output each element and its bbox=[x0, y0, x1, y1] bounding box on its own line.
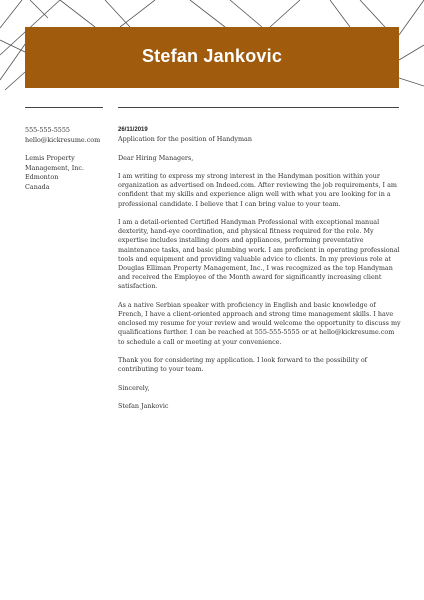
letter-date: 26/11/2019 bbox=[118, 127, 148, 133]
closing: Sincerely, bbox=[118, 383, 150, 392]
left-divider bbox=[25, 107, 103, 108]
name-banner bbox=[25, 27, 399, 88]
signature: Stefan Jankovic bbox=[118, 401, 169, 410]
letter-subject: Application for the position of Handyman bbox=[118, 135, 252, 144]
email-address: hello@kickresume.com bbox=[25, 135, 101, 144]
paragraph: Thank you for considering my application. I look forward to the possibility of contributing to your team. bbox=[118, 356, 368, 374]
recipient-line: Lemis Property bbox=[25, 154, 75, 162]
contact-column bbox=[25, 126, 115, 192]
salutation: Dear Hiring Managers, bbox=[118, 153, 194, 162]
candidate-name: Stefan Jankovic bbox=[141, 46, 283, 66]
recipient-line: Canada bbox=[25, 182, 50, 191]
right-divider bbox=[118, 107, 399, 108]
paragraph: As a native Serbian speaker with proficiency in English and basic knowledge of French, I have a client-oriented approach and strong time management skills. I have enclosed my resume for your review and would welcome the opportunity to discuss my qualifications further. I can be reached at 555-555-5555 or at hello@kickresume.com to schedule a call or meeting at your convenience. bbox=[118, 300, 401, 346]
paragraph: I am a detail-oriented Certified Handyman Professional with exceptional manual dexterity, hand-eye coordination, and physical fitness required for the role. My expertise includes installing doors and appliances, performing preventative maintenance tasks, and basic plumbing work. I am proficient in operating professional tools and equipment and providing valuable advice to clients. In my previous role at Douglas Elliman Property Management, Inc., I was recognized as the top Handyman and received the Employee of the Month award for significantly increasing client satisfaction. bbox=[118, 217, 400, 291]
paragraph: I am writing to express my strong interest in the Handyman position within your organization as advertised on Indeed.com. After reviewing the job requirements, I am confident that my skills and experience align well with what you are looking for in a professional candidate. I believe that I can bring value to your team. bbox=[118, 171, 397, 208]
phone-number: 555-555-5555 bbox=[25, 126, 70, 134]
letter-body bbox=[118, 126, 402, 420]
recipient-line: Edmonton bbox=[25, 173, 59, 181]
recipient-line: Management, Inc. bbox=[25, 163, 84, 172]
